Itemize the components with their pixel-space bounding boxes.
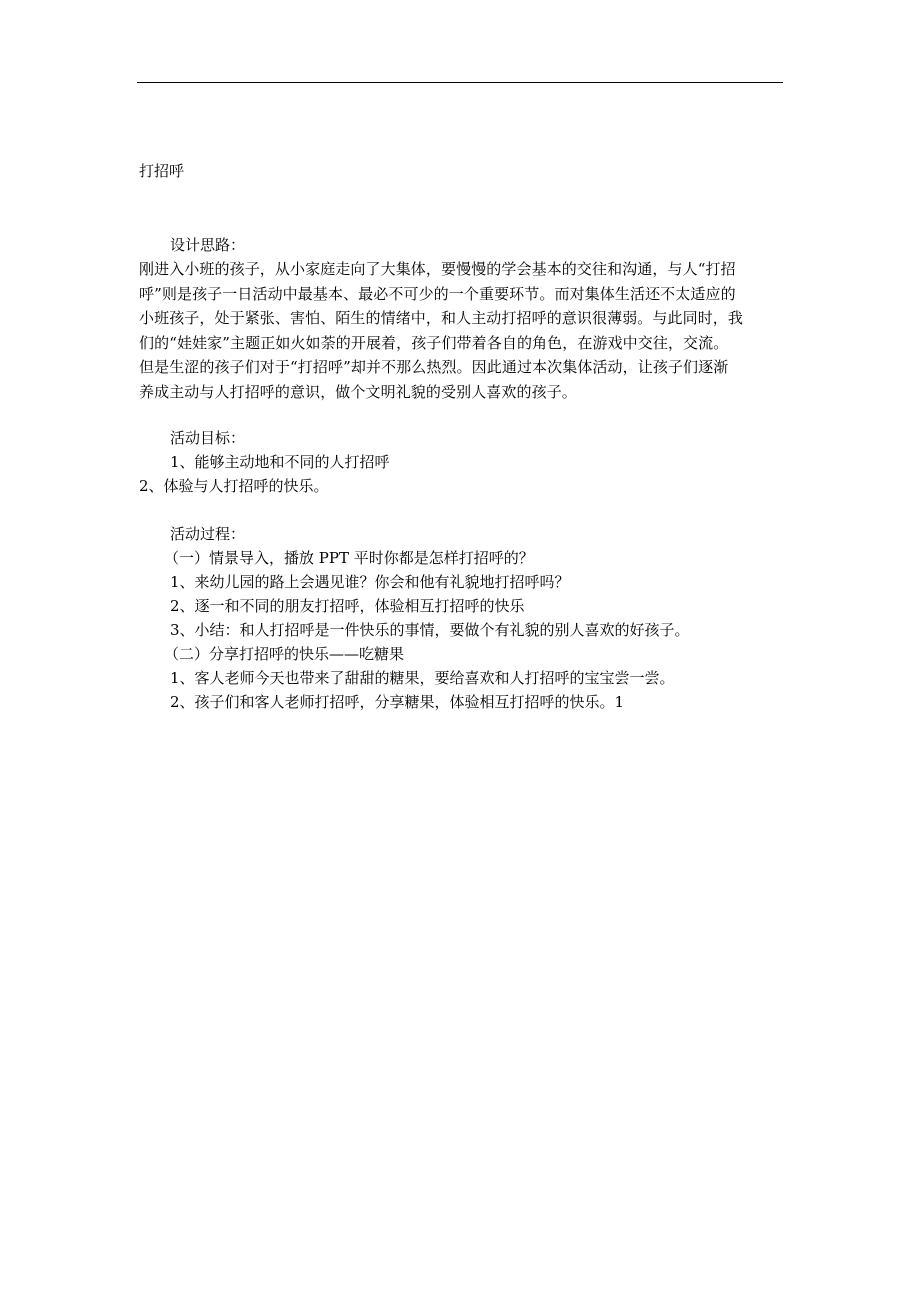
process-item: 3、小结：和人打招呼是一件快乐的事情，要做个有礼貌的别人喜欢的好孩子。 — [170, 621, 690, 639]
header-rule — [137, 82, 783, 83]
document-title: 打招呼 — [139, 162, 185, 180]
design-line: 小班孩子，处于紧张、害怕、陌生的情绪中，和人主动打招呼的意识很薄弱。与此同时，我 — [139, 309, 744, 328]
design-line: 刚进入小班的孩子，从小家庭走向了大集体，要慢慢的学会基本的交往和沟通，与人“打招 — [139, 260, 736, 278]
design-line: 呼”则是孩子一日活动中最基本、最必不可少的一个重要环节。而对集体生活还不太适应的 — [139, 284, 736, 303]
process-item: 2、逐一和不同的朋友打招呼，体验相互打招呼的快乐 — [170, 597, 525, 615]
process-item: 2、孩子们和客人老师打招呼，分享糖果，体验相互打招呼的快乐。1 — [170, 693, 625, 711]
design-paragraph — [139, 257, 789, 405]
process-item: 1、来幼儿园的路上会遇见谁？你会和他有礼貌地打招呼吗？ — [170, 573, 570, 591]
design-line: 但是生涩的孩子们对于“打招呼”却并不那么热烈。因此通过本次集体活动，让孩子们逐渐 — [139, 358, 729, 377]
process-item: 1、客人老师今天也带来了甜甜的糖果，要给喜欢和人打招呼的宝宝尝一尝。 — [170, 669, 675, 687]
process-heading: 活动过程： — [170, 525, 246, 543]
design-line: 们的“娃娃家”主题正如火如荼的开展着，孩子们带着各自的角色，在游戏中交往，交流。 — [139, 333, 729, 352]
process-item: （二）分享打招呼的快乐——吃糖果 — [164, 645, 405, 663]
design-line: 养成主动与人打招呼的意识，做个文明礼貌的受别人喜欢的孩子。 — [139, 382, 577, 401]
goal-item: 1、能够主动地和不同的人打招呼 — [170, 453, 390, 471]
process-section — [139, 522, 789, 714]
goal-item: 2、体验与人打招呼的快乐。 — [139, 477, 329, 495]
goals-section — [139, 426, 789, 498]
goals-heading: 活动目标： — [170, 429, 246, 447]
design-heading: 设计思路： — [170, 236, 246, 254]
process-item: （一）情景导入，播放 PPT 平时你都是怎样打招呼的？ — [164, 549, 534, 567]
design-section — [139, 233, 789, 405]
